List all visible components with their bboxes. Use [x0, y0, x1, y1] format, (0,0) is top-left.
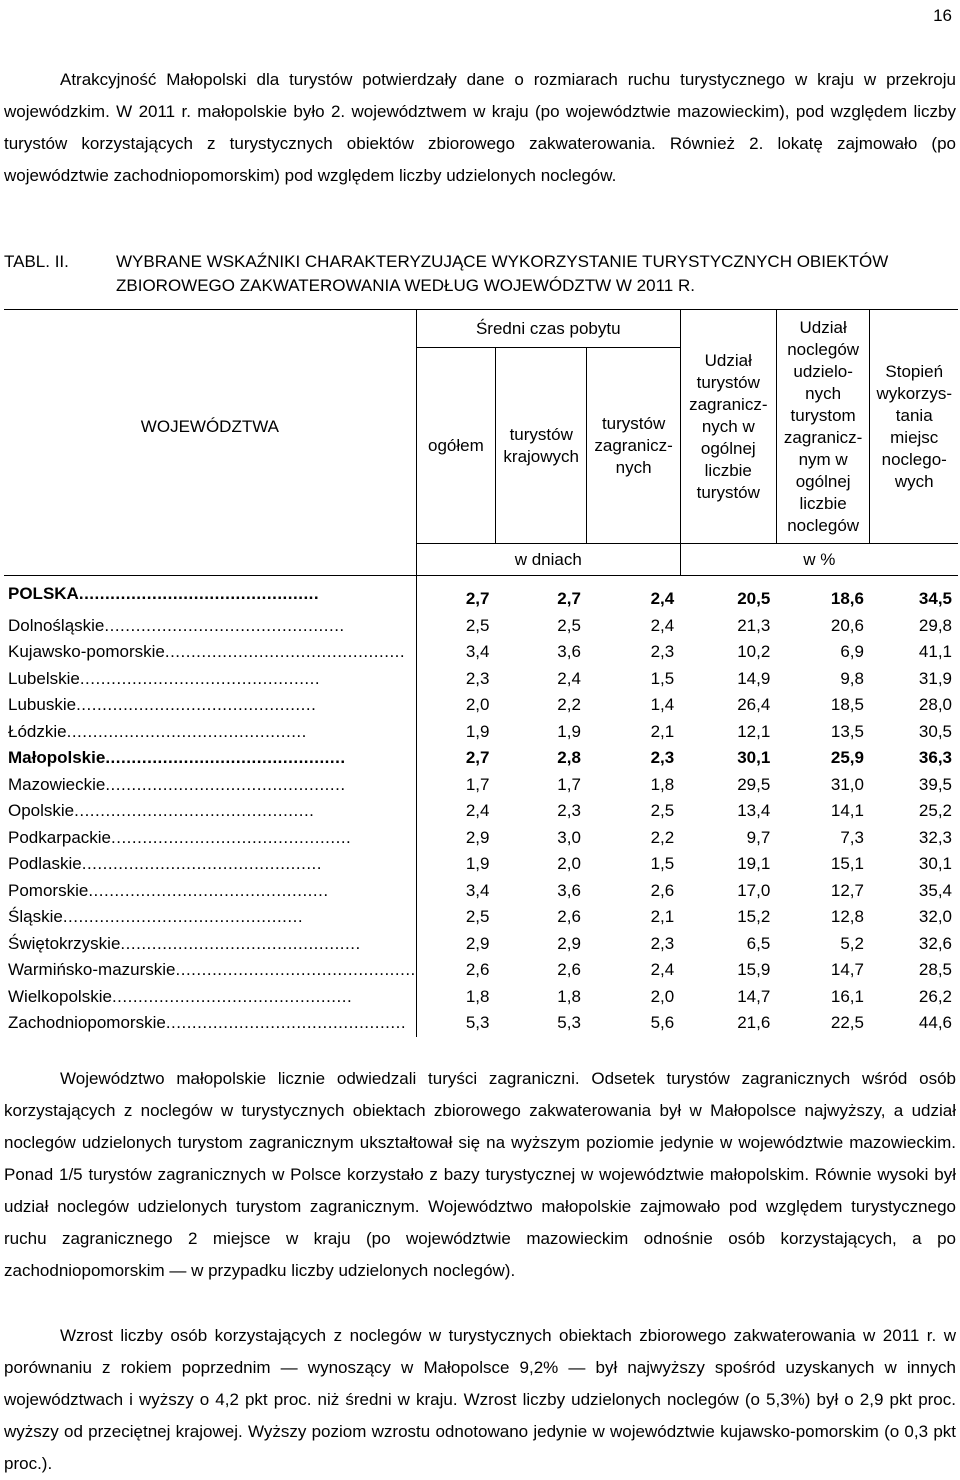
table-cell: 2,7 [557, 589, 581, 609]
paragraph-3 [4, 1320, 956, 1480]
table-cell: 3,4 [416, 878, 495, 905]
header-utilization: Stopień wykorzys-tania miejsc noclego-wych [870, 310, 958, 544]
table-body [4, 576, 958, 1037]
table-cell: 2,7 [416, 745, 495, 772]
table-cell: 20,6 [830, 615, 864, 635]
table-cell: 9,8 [840, 668, 864, 688]
table-row [4, 984, 958, 1011]
table-cell: 10,2 [737, 642, 771, 662]
table-cell: 3,4 [416, 639, 495, 666]
table-cell: 3,6 [557, 880, 581, 900]
region-name-text: Zachodniopomorskie [8, 1013, 166, 1033]
header-avg-stay: Średni czas pobytu [416, 310, 680, 348]
table-cell: 5,3 [557, 1013, 581, 1033]
region-name [4, 878, 416, 905]
table-cell: 44,6 [918, 1013, 952, 1033]
region-name [4, 613, 416, 640]
leader-dots: .............................................. [81, 854, 322, 874]
table-row [4, 576, 958, 613]
table-row [4, 957, 958, 984]
table-cell: 30,5 [918, 721, 952, 741]
table-cell: 12,7 [830, 880, 864, 900]
region-name-text: Pomorskie [8, 880, 89, 900]
table-cell: 14,7 [830, 960, 864, 980]
table-cell: 1,9 [416, 719, 495, 746]
table-cell: 9,7 [746, 827, 771, 847]
table-row [4, 692, 958, 719]
leader-dots: .............................................. [120, 933, 361, 953]
table-cell: 30,1 [737, 748, 771, 768]
statistics-table [4, 309, 958, 1037]
table-cell: 2,4 [557, 668, 581, 688]
table-cell: 1,9 [416, 851, 495, 878]
region-name-text: Małopolskie [8, 748, 106, 768]
table-cell: 2,0 [650, 986, 675, 1006]
table-row [4, 904, 958, 931]
table-cell: 2,6 [557, 960, 581, 980]
leader-dots: .............................................. [62, 907, 304, 927]
table-cell: 2,7 [416, 576, 495, 613]
region-name [4, 772, 416, 799]
table-cell: 6,9 [840, 642, 864, 662]
table-cell: 1,8 [557, 986, 581, 1006]
table-cell: 12,8 [830, 907, 864, 927]
table-cell: 41,1 [918, 642, 952, 662]
region-name [4, 745, 416, 772]
table-cell: 2,6 [416, 957, 495, 984]
table-cell: 5,2 [840, 933, 864, 953]
region-name [4, 984, 416, 1011]
region-name [4, 666, 416, 693]
table-cell: 2,6 [557, 907, 581, 927]
table-cell: 6,5 [746, 933, 771, 953]
region-name-text: Kujawsko-pomorskie [8, 642, 165, 662]
region-name-text: Wielkopolskie [8, 986, 112, 1006]
region-name-text: POLSKA [8, 584, 79, 604]
leader-dots: .............................................. [105, 748, 346, 768]
region-name-text: Mazowieckie [8, 774, 106, 794]
region-name-text: Podkarpackie [8, 827, 112, 847]
table-cell: 2,5 [416, 904, 495, 931]
table-cell: 18,6 [830, 589, 864, 609]
table-cell: 25,2 [918, 801, 952, 821]
table-cell: 2,5 [557, 615, 581, 635]
paragraph-3-text: Wzrost liczby osób korzystających z noclegów w turystycznych obiektach zbiorowego zakwaterowania w 2011 r. w porównaniu z rokiem poprzednim — wynoszący w Małopolsce 9,2% — był najwyższy spośród uzyskanych w innych województwach i wyższy o 4,2 pkt proc. niż średni w kraju. Wzrost liczby udzielonych noclegów (o 5,3%) był o 2,9 pkt proc. wyższy od przeciętnej krajowej. Wyższy poziom wzrostu odnotowano jedynie w województwie kujawsko-pomorskim (o 0,3 pkt proc.). [4, 1326, 956, 1473]
table-cell: 39,5 [918, 774, 952, 794]
region-name [4, 576, 416, 613]
table-cell: 29,8 [918, 615, 952, 635]
table-row [4, 666, 958, 693]
table-cell: 19,1 [737, 854, 771, 874]
table-row [4, 931, 958, 958]
table-cell: 5,3 [416, 1010, 495, 1037]
table-cell: 14,1 [830, 801, 864, 821]
table-cell: 2,4 [650, 615, 675, 635]
region-name [4, 798, 416, 825]
header-unit-percent: w % [680, 544, 958, 576]
table-cell: 2,3 [416, 666, 495, 693]
table-cell: 2,0 [557, 854, 581, 874]
region-name-text: Opolskie [8, 801, 75, 821]
table-cell: 18,5 [830, 695, 864, 715]
table-cell: 1,9 [557, 721, 581, 741]
region-name-text: Świętokrzyskie [8, 933, 121, 953]
table-cell: 3,0 [557, 827, 581, 847]
table-cell: 28,5 [918, 960, 952, 980]
table-row [4, 639, 958, 666]
table-cell: 20,5 [737, 589, 771, 609]
table-cell: 2,4 [416, 798, 495, 825]
table-cell: 29,5 [737, 774, 771, 794]
table-row [4, 851, 958, 878]
table-cell: 2,6 [650, 880, 675, 900]
leader-dots: .............................................. [74, 801, 315, 821]
table-cell: 36,3 [918, 748, 952, 768]
table-cell: 21,3 [737, 615, 771, 635]
table-cell: 22,5 [830, 1013, 864, 1033]
table-row [4, 1010, 958, 1037]
region-name [4, 931, 416, 958]
table-cell: 16,1 [830, 986, 864, 1006]
region-name-text: Śląskie [8, 907, 63, 927]
table-cell: 1,5 [650, 854, 675, 874]
table-cell: 2,9 [416, 931, 495, 958]
table-row [4, 719, 958, 746]
table-cell: 2,4 [650, 589, 675, 609]
leader-dots: .............................................. [105, 774, 346, 794]
table-cell: 31,0 [830, 774, 864, 794]
header-domestic: turystów krajowych [495, 348, 586, 544]
table-cell: 2,3 [650, 642, 675, 662]
table-title: WYBRANE WSKAŹNIKI CHARAKTERYZUJĄCE WYKORZYSTANIE TURYSTYCZNYCH OBIEKTÓW ZBIOROWEGO ZAKWATEROWANIA WEDŁUG WOJEWÓDZTW W 2011 R. [116, 252, 889, 295]
table-cell: 21,6 [737, 1013, 771, 1033]
table-cell: 1,7 [557, 774, 581, 794]
table-cell: 25,9 [830, 748, 864, 768]
leader-dots: .............................................. [164, 642, 406, 662]
table-row [4, 878, 958, 905]
table-label: TABL. II. [4, 252, 69, 271]
table-cell: 15,9 [737, 960, 771, 980]
table-cell: 28,0 [918, 695, 952, 715]
table-cell: 7,3 [840, 827, 864, 847]
header-unit-days: w dniach [416, 544, 680, 576]
region-name-text: Lubuskie [8, 695, 77, 715]
region-name [4, 1010, 416, 1037]
table-cell: 26,2 [918, 986, 952, 1006]
region-name [4, 904, 416, 931]
leader-dots: .............................................. [79, 668, 321, 688]
region-name [4, 719, 416, 746]
leader-dots: .............................................. [111, 986, 353, 1006]
table-cell: 2,5 [416, 613, 495, 640]
table-cell: 2,3 [650, 748, 675, 768]
table-cell: 2,9 [416, 825, 495, 852]
table-cell: 34,5 [918, 589, 952, 609]
table-cell: 2,4 [650, 960, 675, 980]
table-cell: 32,6 [918, 933, 952, 953]
leader-dots: .............................................. [165, 1013, 407, 1033]
paragraph-2 [4, 1063, 956, 1287]
table-row [4, 772, 958, 799]
region-name [4, 825, 416, 852]
table-row [4, 613, 958, 640]
header-foreign: turystów zagranicz-nych [587, 348, 680, 544]
leader-dots: .............................................. [104, 615, 345, 635]
table-cell: 2,9 [557, 933, 581, 953]
table-cell: 13,4 [737, 801, 771, 821]
leader-dots: .............................................. [78, 584, 320, 604]
page-number: 16 [933, 6, 952, 25]
table-cell: 31,9 [918, 668, 952, 688]
table-cell: 12,1 [737, 721, 771, 741]
table-cell: 2,8 [557, 748, 581, 768]
leader-dots: .............................................. [111, 827, 352, 847]
table-cell: 2,2 [650, 827, 675, 847]
table-cell: 1,4 [650, 695, 675, 715]
table-cell: 2,3 [650, 933, 675, 953]
header-total: ogółem [416, 348, 495, 544]
table-row [4, 745, 958, 772]
table-cell: 17,0 [737, 880, 771, 900]
table-cell: 15,2 [737, 907, 771, 927]
table-cell: 5,6 [650, 1013, 675, 1033]
leader-dots: .............................................. [88, 880, 329, 900]
leader-dots: .............................................. [76, 695, 317, 715]
table-row [4, 825, 958, 852]
table-cell: 35,4 [918, 880, 952, 900]
intro-paragraph-text: Atrakcyjność Małopolski dla turystów potwierdzały dane o rozmiarach ruchu turystycznego w kraju w przekroju wojewódzkim. W 2011 r. małopolskie było 2. województwem w kraju (po województwie mazowieckim), pod względem liczby turystów korzystających z turystycznych obiektów zbiorowego zakwaterowania. Również 2. lokatę zajmowało (po województwie zachodniopomorskim) pod względem liczby udzielonych noclegów. [4, 70, 956, 185]
region-name-text: Warmińsko-mazurskie [8, 960, 176, 980]
table-cell: 1,7 [416, 772, 495, 799]
region-name [4, 957, 416, 984]
table-cell: 15,1 [830, 854, 864, 874]
table-cell: 32,0 [918, 907, 952, 927]
region-name-text: Dolnośląskie [8, 615, 105, 635]
table-cell: 2,1 [650, 907, 675, 927]
leader-dots: .............................................. [175, 960, 416, 980]
header-foreign-nights-share: Udział noclegów udzielo-nych turystom zagranicz-nym w ogólnej liczbie noclegów [776, 310, 870, 544]
table-cell: 1,8 [416, 984, 495, 1011]
table-cell: 2,2 [557, 695, 581, 715]
region-name [4, 692, 416, 719]
table-cell: 2,0 [416, 692, 495, 719]
region-name-text: Podlaskie [8, 854, 82, 874]
table-cell: 14,7 [737, 986, 771, 1006]
region-name-text: Lubelskie [8, 668, 80, 688]
header-foreign-share: Udział turystów zagranicz-nych w ogólnej liczbie turystów [680, 310, 776, 544]
intro-paragraph [4, 64, 956, 192]
table-cell: 32,3 [918, 827, 952, 847]
table-cell: 2,3 [557, 801, 581, 821]
table-row [4, 798, 958, 825]
region-name [4, 639, 416, 666]
paragraph-2-text: Województwo małopolskie licznie odwiedzali turyści zagraniczni. Odsetek turystów zagranicznych wśród osób korzystających z noclegów w turystycznych obiektach zbiorowego zakwaterowania był w Małopolsce najwyższy, a udział noclegów udzielonych turystom zagranicznym ukształtował się na wyższym poziomie jedynie w województwie mazowieckim. Ponad 1/5 turystów zagranicznych w Polsce korzystało z bazy turystycznej w województwie małopolskim. Równie wysoki był udział noclegów udzielonych turystom zagranicznym. Województwo małopolskie zajmowało pod względem turystycznego ruchu zagranicznego 2 miejsce w kraju (po województwie mazowieckim odnośnie osób korzystających, a po zachodniopomorskim — w przypadku liczby udzielonych noclegów). [4, 1069, 956, 1280]
region-name-text: Łódzkie [8, 721, 67, 741]
table-cell: 1,8 [650, 774, 675, 794]
region-name [4, 851, 416, 878]
table-cell: 26,4 [737, 695, 771, 715]
table-cell: 2,1 [650, 721, 675, 741]
table-cell: 2,5 [650, 801, 675, 821]
table-cell: 1,5 [650, 668, 675, 688]
leader-dots: .............................................. [66, 721, 307, 741]
header-region: WOJEWÓDZTWA [4, 310, 416, 544]
table-cell: 14,9 [737, 668, 771, 688]
table-cell: 30,1 [918, 854, 952, 874]
table-cell: 3,6 [557, 642, 581, 662]
table-cell: 13,5 [830, 721, 864, 741]
